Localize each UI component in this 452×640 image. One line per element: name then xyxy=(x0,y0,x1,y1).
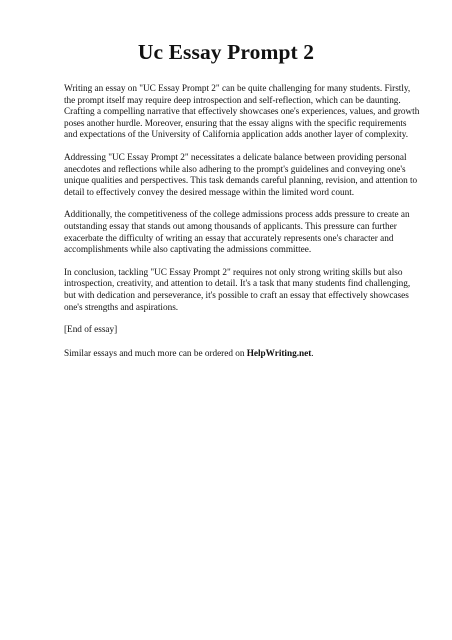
essay-paragraph-3: Additionally, the competitiveness of the college admissions process adds pressure to create an outstanding essay that stands out among thousands of applicants. This pressure can further exacerbate the difficulty of writing an essay that accurately represents one's character and accomplishments while also captivating the admissions committee. xyxy=(64,210,410,256)
end-of-essay-marker: [End of essay] xyxy=(64,325,118,336)
essay-paragraph-1: Writing an essay on "UC Essay Prompt 2" can be quite challenging for many students. Firstly, the prompt itself may require deep introspection and self-reflection, which can be daunting. Crafting a compelling narrative that effectively showcases one's experiences, values, and growth poses another hurdle. Moreover, ensuring that the essay aligns with the specific requirements and expectations of the University of California application adds another layer of complexity. xyxy=(64,84,420,141)
footer-prefix: Similar essays and much more can be ordered on xyxy=(64,348,247,359)
footer-note xyxy=(64,349,420,361)
footer-suffix: . xyxy=(311,348,314,359)
essay-paragraph-2: Addressing "UC Essay Prompt 2" necessitates a delicate balance between providing personal anecdotes and reflections while also adhering to the prompt's guidelines and conveying one's unique qualities and perspectives. This task demands careful planning, revision, and attention to detail to effectively convey the desired message within the limited word count. xyxy=(64,152,418,198)
footer-site-name: HelpWriting.net xyxy=(246,348,312,359)
page-title: Uc Essay Prompt 2 xyxy=(137,40,315,64)
essay-paragraph-4: In conclusion, tackling "UC Essay Prompt 2" requires not only strong writing skills but also introspection, creativity, and attention to detail. It's a task that many students find challenging, but with dedication and perseverance, it's possible to craft an essay that effectively showcases one's strengths and aspirations. xyxy=(64,267,411,313)
